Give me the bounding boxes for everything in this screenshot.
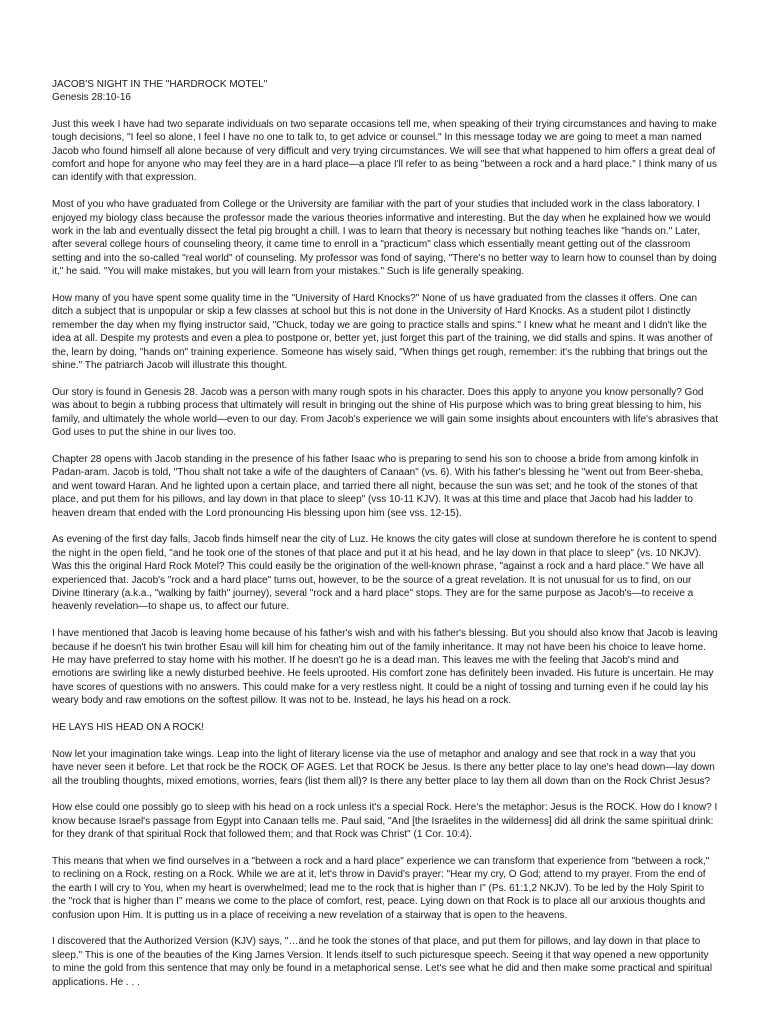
paragraph: Just this week I have had two separate individuals on two separate occasions tell me, when speaking of their trying circumstances and having to make tough decisions, "I feel so alone, I feel I have no one to talk to, to get advice or counsel." In this message today we are going to meet a man named Jacob who found himself all alone because of very difficult and very trying circumstances. We will see that what happened to him offers a great deal of comfort and hope for anyone who may feel they are in a hard place—a place I'll refer to as being "between a rock and a hard place." I think many of us can identify with that expression. [52, 118, 717, 184]
document-title: JACOB'S NIGHT IN THE "HARDROCK MOTEL" [52, 79, 268, 90]
document-page [52, 78, 718, 1002]
paragraph: This means that when we find ourselves in a "between a rock and a hard place" experience we can transform that experience from "between a rock," to reclining on a Rock, resting on a Rock. While we are at it, let's throw in David's prayer: "Hear my cry, O God; attend to my prayer. From the end of the earth I will cry to You, when my heart is overwhelmed; lead me to the rock that is higher than I" (Ps. 61:1,2 NKJV). To be led by the Holy Spirit to the "rock that is higher than I" means we come to the place of comfort, rest, peace. Lying down on that Rock is to place all our anxious thoughts and confusion upon Him. It is putting us in a place of receiving a new revelation of a stairway that is open to the heavens. [52, 856, 710, 921]
scripture-reference: Genesis 28:10-16 [52, 92, 131, 104]
paragraph: Most of you who have graduated from College or the University are familiar with the part of your studies that included work in the class laboratory. I enjoyed my biology class because the professor made the various theories informative and interesting. But the day when he explained how we would work in the lab and eventually dissect the fetal pig brought a chill. I was to learn that theory is necessary but nothing teaches like "hands on." Later, after several college hours of counseling theory, it came time to enroll in a "practicum" class which essentially meant getting out of the classroom setting and into the so-called "real world" of counseling. My professor was fond of saying, "There's no better way to learn how to counsel than by doing it," he said. "You will make mistakes, but you will learn from your mistakes." Such is life generally speaking. [52, 199, 717, 278]
paragraph: Our story is found in Genesis 28. Jacob was a person with many rough spots in his character. Does this apply to anyone you know personally? God was about to begin a rubbing process that ultimately will result in bringing out the shine of His purpose which was to bring great blessing to him, his family, and ultimately the whole world—even to our day. From Jacob's experience we will gain some insights about encounters with life's abrasives that God uses to put the shine in our lives too. [52, 386, 718, 439]
paragraph: Chapter 28 opens with Jacob standing in the presence of his father Isaac who is preparing to send his son to choose a bride from among kinfolk in Padan-aram. Jacob is told, "Thou shalt not take a wife of the daughters of Canaan" (vs. 6). With his father's blessing he "went out from Beer-sheba, and went toward Haran. And he lighted upon a certain place, and tarried there all night, because the sun was set; and he took of the stones of that place, and put them for his pillows, and lay down in that place to sleep" (vss 10-11 KJV). It was at this time and place that Jacob had his ladder to heaven dream that ended with the Lord pronouncing His blessing upon him (see vss. 12-15). [52, 453, 704, 519]
paragraph: I have mentioned that Jacob is leaving home because of his father's wish and with his father's blessing. But you should also know that Jacob is leaving because if he doesn't his twin brother Esau will kill him for cheating him out of the family inheritance. It may not have been his choice to leave home. He may have preferred to stay home with his mother. If he doesn't go he is a dead man. This leaves me with the feeling that Jacob's mind and emotions are swirling like a newly disturbed beehive. He feels uprooted. His comfort zone has definitely been invaded. His future is uncertain. He may have scores of questions with no answers. This could make for a very restless night. It could be a night of tossing and turning even if he could lay his weary body and raw emotions on the softest pillow. It was not to be. Instead, he lays his head on a rock. [52, 628, 718, 707]
paragraph: How else could one possibly go to sleep with his head on a rock unless it's a special Rock. Here's the metaphor: Jesus is the ROCK. How do I know? I know because Israel's passage from Egypt into Canaan tells me. Paul said, "And [the Israelites in the wilderness] did all drink the same spiritual drink: for they drank of that spiritual Rock that followed them; and that Rock was Christ" (1 Cor. 10:4). [52, 802, 718, 841]
paragraph: How many of you have spent some quality time in the "University of Hard Knocks?" None of us have graduated from the classes it offers. One can ditch a subject that is unpopular or skip a few classes at school but this is not done in the University of Hard Knocks. As a student pilot I distinctly remember the day when my flying instructor said, "Chuck, today we are going to practice stalls and spins." I knew what he meant and I didn't like the idea at all. Despite my protests and even a plea to postpone or, better yet, just forget this part of the training, we did stalls and spins. It was another of the, learn by doing, "hands on" training experience. Someone has wisely said, "When things get rough, remember: it's the rubbing that brings out the shine." The patriarch Jacob will illustrate this thought. [52, 293, 713, 372]
paragraph: As evening of the first day falls, Jacob finds himself near the city of Luz. He knows the city gates will close at sundown therefore he is content to spend the night in the open field, "and he took one of the stones of that place and put it at his head, and he lay down in that place to sleep" (vs. 10 NKJV). Was this the original Hard Rock Motel? This could easily be the origination of the well-known phrase, "against a rock and a hard place." We have all experienced that. Jacob's "rock and a hard place" turns out, however, to be the source of a great revelation. It is not unusual for us to find, on our Divine Itinerary (a.k.a., "walking by faith" journey), several "rock and a hard place" stops. They are for the same purpose as Jacob's—to receive a heavenly revelation—to shape us, to affect our future. [52, 534, 717, 613]
paragraph: I discovered that the Authorized Version (KJV) says, "…and he took the stones of that place, and put them for pillows, and lay down in that place to sleep." This is one of the beauties of the King James Version. It lends itself to such picturesque speech. Seeing it that way opened a new opportunity to mine the gold from this sentence that may only be found in a metaphorical sense. Let's see what he did and then make some practical and spiritual applications. He . . . [52, 936, 713, 988]
section-heading: HE LAYS HIS HEAD ON A ROCK! [52, 721, 205, 733]
title-block [52, 78, 718, 105]
paragraph: Now let your imagination take wings. Leap into the light of literary license via the use of metaphor and analogy and see that rock in a way that you have never seen it before. Let that rock be the ROCK OF AGES. Let that ROCK be Jesus. Is there any better place to lay one's head down—lay down all the troubling thoughts, mixed emotions, worries, fears (list them all)? Is there any better place to lay them all down than on the Rock Christ Jesus? [52, 748, 715, 787]
